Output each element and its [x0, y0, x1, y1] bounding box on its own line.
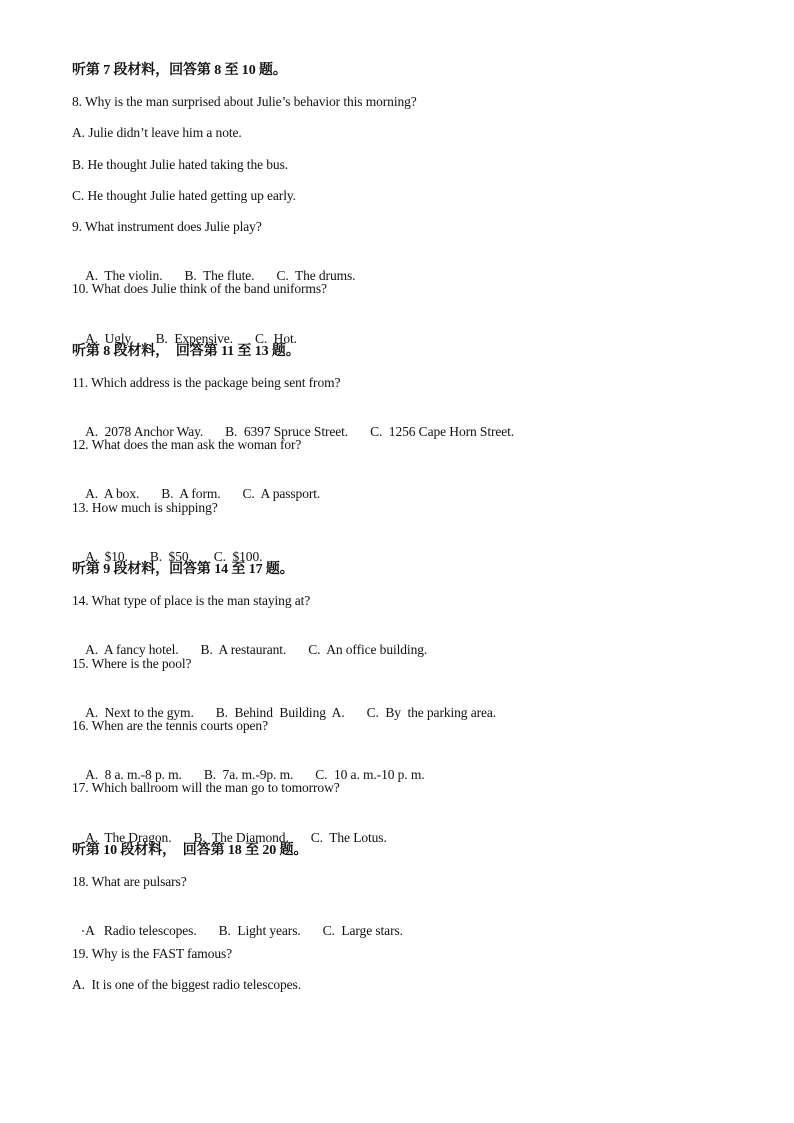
question-12: 12. What does the man ask the woman for?: [72, 437, 302, 453]
option-a: A. A fancy hotel.: [85, 642, 179, 658]
question-9: 9. What instrument does Julie play?: [72, 218, 262, 234]
option-c: C. 1256 Cape Horn Street.: [370, 424, 515, 440]
section-heading: 听第 9 段材料，回答第 14 至 17 题。: [72, 562, 294, 577]
option-b: B. Behind Building A.: [215, 704, 345, 720]
option-a: A. The violin.: [85, 268, 163, 284]
question-18-options: [72, 904, 752, 939]
question-13: 13. How much is shipping?: [72, 499, 218, 515]
option-a: A. Next to the gym.: [85, 704, 194, 720]
option-b: B. 6397 Spruce Street.: [225, 424, 349, 440]
question-13-options: [72, 530, 752, 564]
section-heading: 听第 10 段材料， 回答第 18 至 20 题。: [72, 842, 308, 858]
question-8-option-b: B. He thought Julie hated taking the bus.: [72, 156, 288, 172]
option-c: C. An office building.: [308, 642, 428, 658]
option-b: B. Light years.: [218, 923, 301, 939]
question-16-options: [72, 748, 752, 783]
question-15-options: [72, 686, 752, 720]
question-10: 10. What does Julie think of the band uniforms?: [72, 281, 327, 297]
option-b: B. Expensive.: [155, 330, 233, 346]
option-c: C. Hot.: [254, 330, 297, 346]
option-c: C. Large stars.: [322, 923, 403, 939]
option-b: B. A form.: [161, 486, 221, 502]
question-11: 11. Which address is the package being sent from?: [72, 374, 341, 390]
question-16: 16. When are the tennis courts open?: [72, 717, 268, 733]
question-19-option-a: A. It is one of the biggest radio telescopes.: [72, 977, 301, 993]
option-c: C. The drums.: [276, 268, 356, 284]
question-14-options: [72, 623, 752, 658]
question-8: 8. Why is the man surprised about Julie’s behavior this morning?: [72, 94, 417, 110]
option-a: A. Ugly.: [85, 330, 134, 346]
option-c: C. The Lotus.: [310, 829, 387, 845]
option-a: A Radio telescopes.: [85, 923, 197, 939]
option-a: A. A box.: [85, 486, 140, 502]
option-b: B. $50.: [149, 548, 192, 564]
question-10-options: [72, 312, 752, 346]
option-a: A. The Dragon.: [85, 829, 172, 845]
question-17: 17. Which ballroom will the man go to tomorrow?: [72, 780, 340, 796]
stray-dot: [82, 930, 84, 932]
option-b: B. The Diamond.: [193, 829, 289, 845]
question-11-options: [72, 405, 752, 440]
question-18: 18. What are pulsars?: [72, 873, 187, 889]
option-c: C. By the parking area.: [366, 704, 497, 720]
option-c: C. 10 a. m.-10 p. m.: [315, 767, 425, 783]
option-c: C. $100.: [213, 548, 263, 564]
section-heading: 听第 8 段材料， 回答第 11 至 13 题。: [72, 343, 300, 359]
question-14: 14. What type of place is the man staying at?: [72, 593, 311, 609]
question-9-options: [72, 249, 752, 284]
option-a: A. 8 a. m.-8 p. m.: [85, 767, 182, 783]
question-19: 19. Why is the FAST famous?: [72, 946, 233, 962]
question-15: 15. Where is the pool?: [72, 655, 192, 671]
document-page: [72, 62, 752, 1007]
question-8-option-c: C. He thought Julie hated getting up early.: [72, 187, 296, 203]
option-a: A. 2078 Anchor Way.: [85, 424, 204, 440]
option-b: B. A restaurant.: [200, 642, 287, 658]
option-b: B. 7a. m.-9p. m.: [203, 767, 294, 783]
question-8-option-a: A. Julie didn’t leave him a note.: [72, 125, 242, 141]
option-a: A. $10.: [85, 548, 128, 564]
section-heading: 听第 7 段材料，回答第 8 至 10 题。: [72, 63, 287, 78]
option-c: C. A passport.: [242, 486, 321, 502]
option-b: B. The flute.: [184, 268, 255, 284]
question-12-options: [72, 467, 752, 502]
question-17-options: [72, 811, 752, 845]
